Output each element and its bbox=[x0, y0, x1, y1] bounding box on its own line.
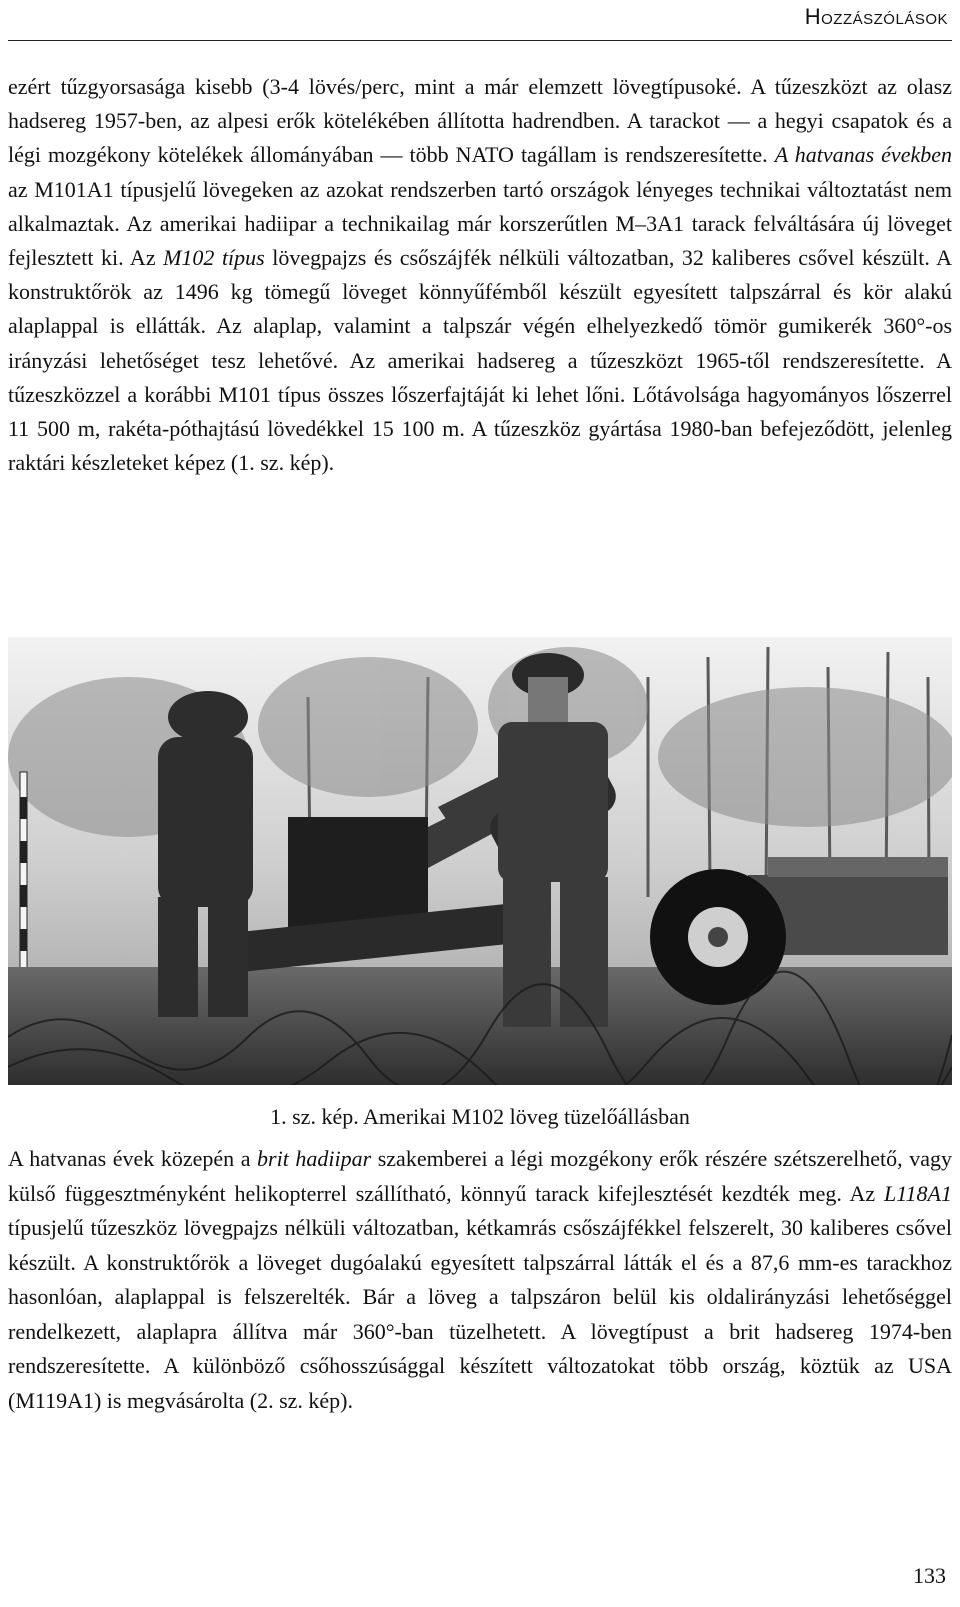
paragraph-1-run: az M101A1 típusjelű lövegeken az azokat rendszerben tartó országok lényeges technikai változtatást nem alkalmaztak. Az amerikai hadiipar a technikailag már korszerűtlen M–3A1 tarack felváltására új löveget fejlesztett ki. Az bbox=[8, 176, 952, 271]
page-number: 133 bbox=[913, 1563, 946, 1588]
paragraph-2-run: típusjelű tűzeszköz lövegpajzs nélküli változatban, kétkamrás csőszájfékkel felszerelt, 30 kaliberes csővel készült. A konstruktőrök a löveget dugóalakú egyesített talpszárral látták el és a 87,6 mm-es tarackhoz hasonlóan, alaplappal is felszerelték. Bár a löveg a talpszáron belül kis oldalirányzási lehetőséggel rendelkezett, alaplapra állítva már 360°-ban tüzelhetett. A lövegtípust a brit hadsereg 1974-ben rendszeresítette. A különböző csőhosszúsággal készített változatokat több ország, köztük az USA (M119A1) is megvásárolta (2. sz. kép). bbox=[8, 1215, 952, 1413]
body-paragraph-1 bbox=[8, 70, 952, 480]
running-header bbox=[8, 0, 952, 41]
section-title: Hozzászólások bbox=[804, 4, 948, 29]
paragraph-2-italic-run: L118A1 bbox=[883, 1180, 952, 1206]
body-paragraph-2 bbox=[8, 1142, 952, 1418]
howitzer-photo bbox=[8, 637, 952, 1085]
paragraph-1-run: lövegpajzs és csőszájfék nélküli változatban, 32 kaliberes csővel készült. A konstruktőrök az 1496 kg tömegű löveget könnyűfémből készült egyesített talpszárral és kör alakú alaplappal is ellátták. Az alaplap, valamint a talpszár végén elhelyezkedő tömör gumikerék 360°-os irányzási lehetőséget tesz lehetővé. Az amerikai hadsereg a tűzeszközt 1965-től rendszeresítette. A tűzeszközzel a korábbi M101 típus összes lőszerfajtáját ki lehet lőni. Lőtávolsága hagyományos lőszerrel 11 500 m, rakéta-póthajtású lövedékkel 15 100 m. A tűzeszköz gyártása 1980-ban befejeződött, jelenleg raktári készleteket képez (1. sz. kép). bbox=[8, 245, 953, 476]
figure-caption: 1. sz. kép. Amerikai M102 löveg tüzelőállásban bbox=[270, 1104, 690, 1129]
paragraph-1-italic-run: A hatvanas években bbox=[774, 142, 952, 168]
paragraph-2-italic-run: brit hadiipar bbox=[257, 1146, 372, 1171]
paragraph-1-run: ezért tűzgyorsasága kisebb (3-4 lövés/perc, mint a már elemzett lövegtípusoké. A tűzeszközt az olasz hadsereg 1957-ben, az alpesi erők kötelékében állította hadrendben. A tarackot — a hegyi csapatok és a légi mozgékony kötelékek állományában — több NATO tagállam is rendszeresítette. bbox=[8, 74, 952, 168]
paragraph-1-italic-run: M102 típus bbox=[163, 245, 265, 271]
paragraph-2-run: A hatvanas évek közepén a bbox=[8, 1146, 258, 1171]
paragraph-2-run: szakemberei a légi mozgékony erők részére szétszerelhető, vagy külső függesztményként helikopterrel szállítható, könnyű tarack kifejlesztését kezdték meg. Az bbox=[8, 1146, 952, 1206]
